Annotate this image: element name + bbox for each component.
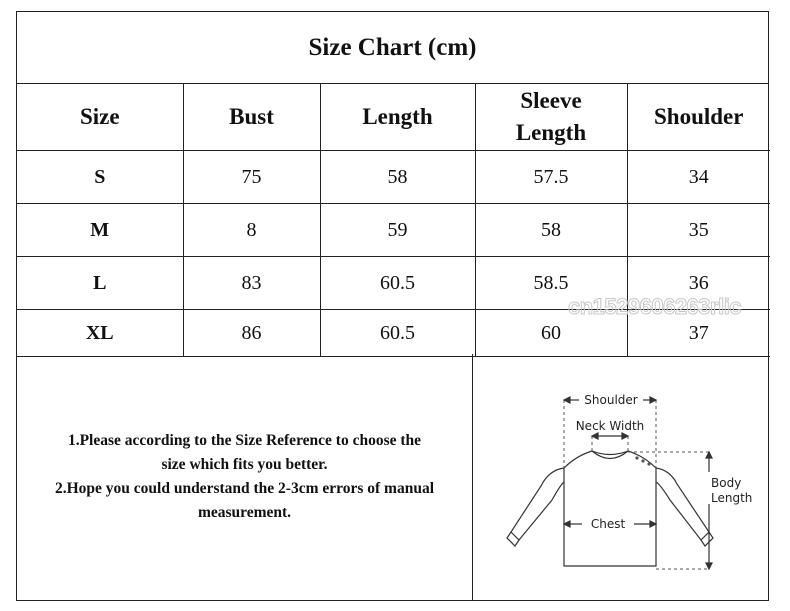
sweater-measurement-illustration — [473, 354, 770, 600]
neck-width-arrow — [592, 433, 628, 439]
neck-width-label: Neck Width — [575, 419, 645, 433]
sweater-collar-outline — [564, 451, 656, 468]
shoulder-label: Shoulder — [584, 393, 638, 407]
bust-cell: 86 — [183, 310, 320, 357]
header-shoulder: Shoulder — [627, 84, 770, 151]
header-size: Size — [17, 84, 183, 151]
sleeve-cell: 57.5 — [475, 151, 627, 204]
size-cell: L — [17, 257, 183, 310]
header-sleeve-length — [475, 84, 627, 151]
shoulder-cell: 37 — [627, 310, 770, 357]
note-line-1: 1.Please according to the Size Reference to choose the — [67, 432, 422, 449]
size-cell: M — [17, 204, 183, 257]
size-cell: XL — [17, 310, 183, 357]
header-bust: Bust — [183, 84, 320, 151]
header-sleeve-length-text: Sleeve Length — [515, 88, 587, 145]
chart-title: Size Chart (cm) — [17, 12, 768, 84]
length-label: Length — [711, 491, 753, 505]
length-cell: 60.5 — [320, 310, 475, 357]
bust-cell: 75 — [183, 151, 320, 204]
table-row — [17, 204, 770, 257]
bust-cell: 8 — [183, 204, 320, 257]
table-row — [17, 151, 770, 204]
header-row — [17, 84, 770, 151]
shoulder-cell: 35 — [627, 204, 770, 257]
header-length: Length — [320, 84, 475, 151]
size-cell: S — [17, 151, 183, 204]
note-line-2: size which fits you better. — [161, 456, 328, 473]
note-line-4: measurement. — [197, 504, 292, 521]
length-cell: 59 — [320, 204, 475, 257]
chest-label: Chest — [590, 517, 626, 531]
length-cell: 60.5 — [320, 257, 475, 310]
bottom-section — [17, 354, 770, 600]
sleeve-cell: 58 — [475, 204, 627, 257]
length-cell: 58 — [320, 151, 475, 204]
right-sleeve-outline — [656, 468, 709, 540]
body-length-arrow — [706, 452, 712, 569]
sweater-collar-inner — [592, 451, 628, 455]
body-label: Body — [711, 476, 742, 490]
note-line-3: 2.Hope you could understand the 2-3cm errors of manual — [54, 480, 435, 497]
left-sleeve-outline — [511, 468, 564, 540]
shoulder-cell: 36 — [627, 257, 770, 310]
notes-panel — [17, 354, 473, 600]
sleeve-cell: 60 — [475, 310, 627, 357]
sleeve-cell: 58.5 — [475, 257, 627, 310]
watermark: cn1529606263rlic — [568, 294, 742, 319]
measurement-diagram — [473, 354, 770, 600]
bust-cell: 83 — [183, 257, 320, 310]
shoulder-cell: 34 — [627, 151, 770, 204]
